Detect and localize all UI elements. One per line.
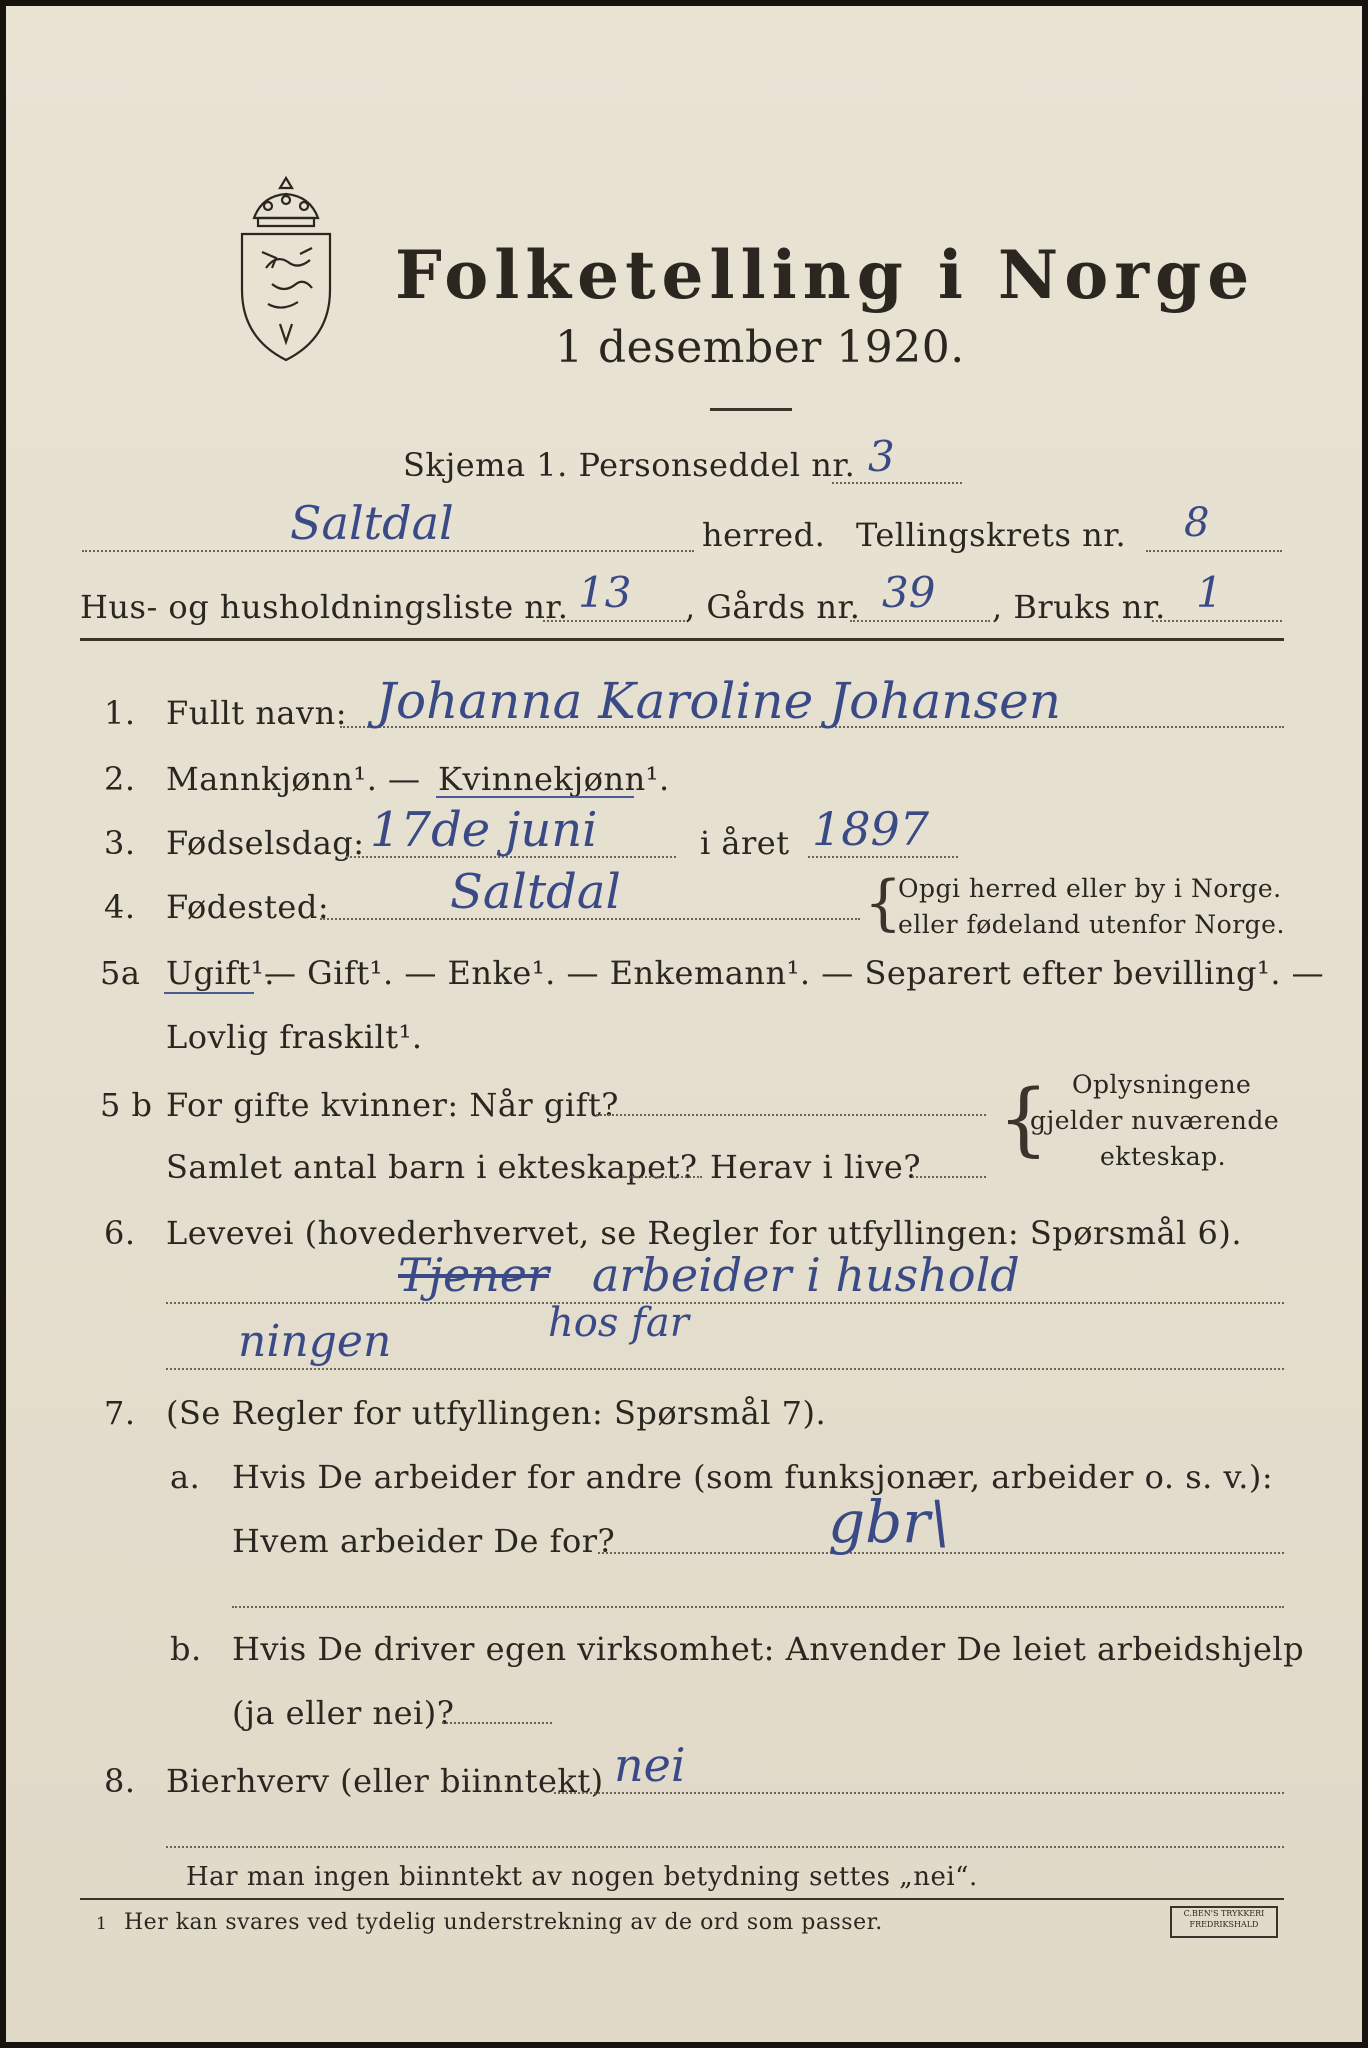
gards-field-line	[850, 620, 990, 622]
q6-answer-line-1	[166, 1302, 1284, 1304]
printer-stamp-line-1: C.BEN'S TRYKKERI	[1183, 1909, 1265, 1918]
q5b-label-2: Samlet antal barn i ekteskapet?	[166, 1148, 698, 1186]
q6-label: Levevei (hovederhvervet, se Regler for utfyllingen: Spørsmål 6).	[166, 1214, 1243, 1252]
q8-field-line	[554, 1792, 1284, 1794]
q3-number: 3.	[104, 824, 136, 862]
q7b-letter: b.	[170, 1630, 202, 1668]
bruks-field-line	[1152, 620, 1282, 622]
q4-brace: {	[864, 868, 903, 938]
footnote-text: Her kan svares ved tydelig understrekning av de ord som passer.	[124, 1910, 883, 1935]
q3-value: 17de juni	[370, 802, 598, 858]
q7b-field-line	[442, 1722, 552, 1724]
hus-value: 13	[578, 568, 632, 617]
q5b-note-3: ekteskap.	[1100, 1142, 1227, 1171]
q2-kvinnekjonn: Kvinnekjønn¹.	[438, 760, 670, 798]
q4-note-1: Opgi herred eller by i Norge.	[898, 874, 1282, 903]
q5a-ugift-underline	[164, 992, 254, 994]
q5b-number: 5 b	[100, 1086, 153, 1124]
skjema-label: Skjema 1. Personseddel nr.	[403, 446, 856, 484]
q5a-lovlig-fraskilt: Lovlig fraskilt¹.	[166, 1018, 423, 1056]
tellingskrets-label: Tellingskrets nr.	[856, 516, 1127, 554]
q1-value: Johanna Karoline Johansen	[376, 672, 1061, 730]
q4-label: Fødested:	[166, 888, 330, 926]
q5a-ugift: Ugift¹.	[166, 954, 275, 992]
q1-label: Fullt navn:	[166, 694, 347, 732]
q5b-brace: {	[998, 1072, 1049, 1165]
footer-rule	[80, 1898, 1284, 1900]
herred-label: herred.	[702, 516, 826, 554]
herred-field-line	[82, 550, 694, 552]
header-rule	[80, 638, 1284, 641]
q5b-barn-line	[622, 1176, 702, 1178]
gards-value: 39	[882, 568, 936, 617]
q5a-options: — Gift¹. — Enke¹. — Enkemann¹. — Separert efter bevilling¹. —	[264, 954, 1325, 992]
footnote-mark: 1	[96, 1914, 108, 1934]
q5b-live-line	[912, 1176, 986, 1178]
bruks-value: 1	[1196, 568, 1223, 617]
printer-stamp	[1170, 1906, 1278, 1938]
tellingskrets-value: 8	[1184, 500, 1210, 546]
title-divider	[710, 408, 792, 411]
q7a-label-2: Hvem arbeider De for?	[232, 1522, 616, 1560]
q8-field-line-2	[166, 1846, 1284, 1848]
bruks-label: , Bruks nr.	[992, 588, 1166, 626]
q5b-note-2: gjelder nuværende	[1030, 1106, 1280, 1135]
q2-kvinnekjonn-underline	[436, 796, 634, 798]
q7a-label: Hvis De arbeider for andre (som funksjonær, arbeider o. s. v.):	[232, 1458, 1274, 1496]
q5b-note-1: Oplysningene	[1072, 1070, 1252, 1099]
q6-answer-line-2	[166, 1368, 1284, 1370]
skjema-value: 3	[868, 432, 895, 481]
q7a-value: gbr\	[828, 1488, 950, 1556]
q3-aaret-label: i året	[700, 824, 790, 862]
q6-answer-2: ningen	[238, 1316, 392, 1367]
q4-value: Saltdal	[450, 864, 621, 920]
hus-field-line	[543, 620, 685, 622]
q8-number: 8.	[104, 1762, 136, 1800]
q5b-label-3: Herav i live?	[710, 1148, 922, 1186]
q7a-letter: a.	[170, 1458, 201, 1496]
printer-stamp-line-2: FREDRIKSHALD	[1189, 1920, 1259, 1929]
q5b-naar-gift-line	[596, 1114, 986, 1116]
q6-answer-2-extra: hos far	[548, 1300, 689, 1346]
footer-note: Har man ingen biinntekt av nogen betydning settes „nei“.	[186, 1862, 978, 1892]
q6-answer-1: arbeider i hushold	[592, 1248, 1020, 1302]
q7b-label: Hvis De driver egen virksomhet: Anvender De leiet arbeidshjelp	[232, 1630, 1305, 1668]
q6-answer-struck: Tjener	[398, 1248, 550, 1302]
form-title: Folketelling i Norge	[395, 236, 1256, 314]
q2-mannkjonn: Mannkjønn¹. —	[166, 760, 421, 798]
q8-value: nei	[614, 1738, 686, 1792]
q7a-field-line-2	[232, 1606, 1284, 1608]
hus-label: Hus- og husholdningsliste nr.	[80, 588, 569, 626]
q3-aaret-value: 1897	[812, 802, 930, 856]
q7-number: 7.	[104, 1394, 136, 1432]
q1-number: 1.	[104, 694, 136, 732]
form-date: 1 desember 1920.	[555, 322, 965, 373]
q5a-number: 5a	[100, 954, 141, 992]
q7-label: (Se Regler for utfyllingen: Spørsmål 7).	[166, 1394, 827, 1432]
q8-label: Bierhverv (eller biinntekt)	[166, 1762, 604, 1800]
q7b-label-2: (ja eller nei)?	[232, 1694, 455, 1732]
q5b-label-1: For gifte kvinner: Når gift?	[166, 1086, 619, 1124]
q6-number: 6.	[104, 1214, 136, 1252]
q3-aaret-field-line	[808, 856, 958, 858]
q2-number: 2.	[104, 760, 136, 798]
q3-label: Fødselsdag:	[166, 824, 365, 862]
q4-note-2: eller fødeland utenfor Norge.	[898, 910, 1285, 939]
skjema-field-line	[832, 482, 962, 484]
herred-value: Saltdal	[290, 496, 454, 550]
tellingskrets-field-line	[1146, 550, 1282, 552]
coat-of-arms-icon	[228, 174, 344, 366]
q4-number: 4.	[104, 888, 136, 926]
gards-label: , Gårds nr.	[685, 588, 861, 626]
